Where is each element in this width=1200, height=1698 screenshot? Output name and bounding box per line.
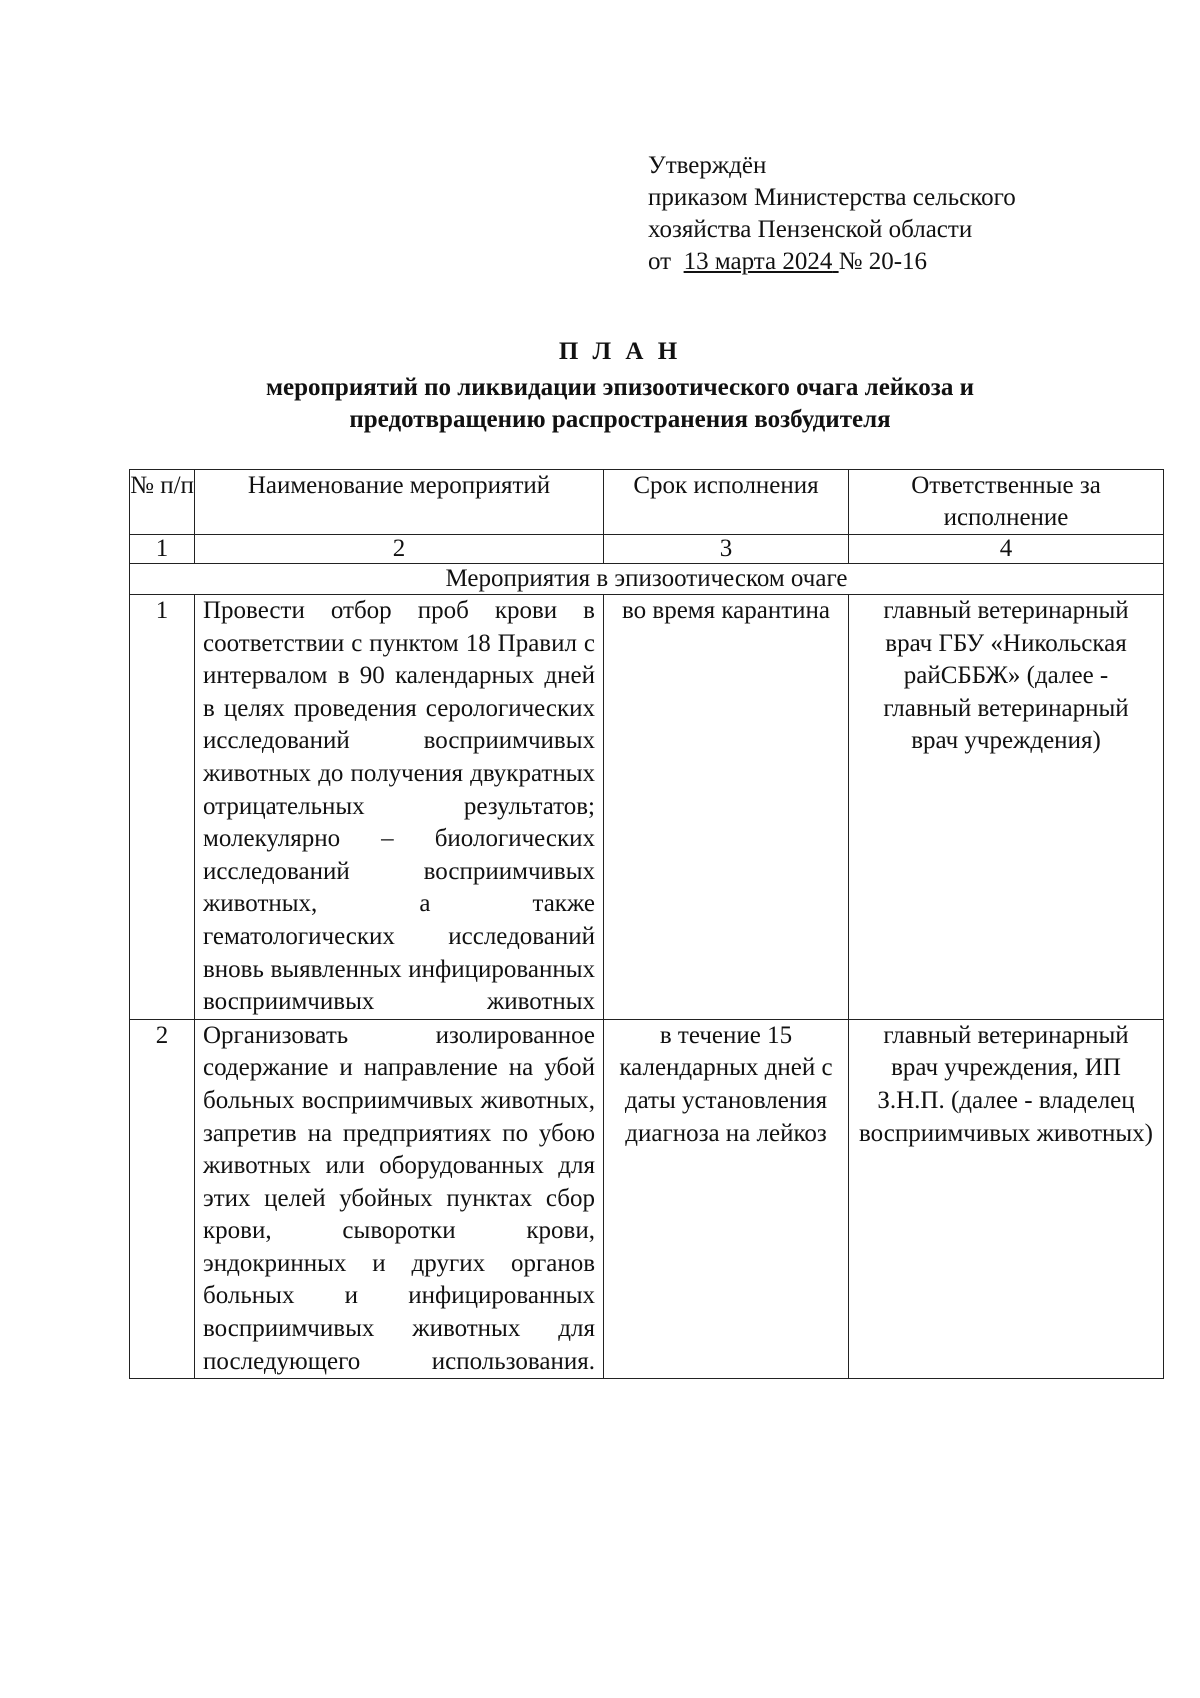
title-line-2: предотвращению распространения возбудителя <box>349 406 891 433</box>
col-number: 3 <box>604 535 849 564</box>
row-name: Организовать изолированное содержание и направление на убой больных восприимчивых животных, запретив на предприятиях по убою животных или оборудованных для этих целей убойных пунктах сбор крови, сыворотки крови, эндокринных и других органов больных и инфицированных восприимчивых животных для последующего использования. <box>195 1019 604 1379</box>
title-heading: П Л А Н <box>558 338 682 365</box>
document-title <box>140 336 1100 436</box>
row-resp: главный ветеринарный врач ГБУ «Никольская райСББЖ» (далее - главный ветеринарный врач учреждения) <box>849 595 1164 1020</box>
header-resp: Ответственные за исполнение <box>849 470 1164 535</box>
table-row <box>130 1019 1164 1379</box>
row-term: в течение 15 календарных дней с даты установления диагноза на лейкоз <box>604 1019 849 1379</box>
table-header-row <box>130 470 1164 535</box>
approval-date-line <box>648 246 1016 278</box>
row-num: 2 <box>130 1019 195 1379</box>
col-number: 1 <box>130 535 195 564</box>
approval-block <box>648 150 1016 278</box>
header-name: Наименование мероприятий <box>195 470 604 535</box>
header-term: Срок исполнения <box>604 470 849 535</box>
title-line-1: мероприятий по ликвидации эпизоотического очага лейкоза и <box>266 374 974 401</box>
row-num: 1 <box>130 595 195 1020</box>
date-prefix: от <box>648 248 672 275</box>
section-row <box>130 564 1164 595</box>
approval-line-3: хозяйства Пензенской области <box>648 216 973 243</box>
plan-table <box>129 469 1164 1379</box>
row-term: во время карантина <box>604 595 849 1020</box>
column-number-row <box>130 535 1164 564</box>
row-resp: главный ветеринарный врач учреждения, ИП З.Н.П. (далее - владелец восприимчивых животных) <box>849 1019 1164 1379</box>
approval-date: 13 марта 2024 <box>683 248 833 275</box>
approval-line-1: Утверждён <box>648 152 767 179</box>
row-name: Провести отбор проб крови в соответствии с пунктом 18 Правил с интервалом в 90 календарных дней в целях проведения серологических исследований восприимчивых животных до получения двукратных отрицательных результатов; молекулярно – биологических исследований восприимчивых животных, а также гематологических исследований вновь выявленных инфицированных восприимчивых животных <box>195 595 604 1020</box>
table-row <box>130 595 1164 1020</box>
section-title: Мероприятия в эпизоотическом очаге <box>130 564 1164 595</box>
col-number: 2 <box>195 535 604 564</box>
header-num: № п/п <box>130 470 195 535</box>
approval-number: № 20-16 <box>838 248 928 275</box>
col-number: 4 <box>849 535 1164 564</box>
approval-line-2: приказом Министерства сельского <box>648 184 1016 211</box>
